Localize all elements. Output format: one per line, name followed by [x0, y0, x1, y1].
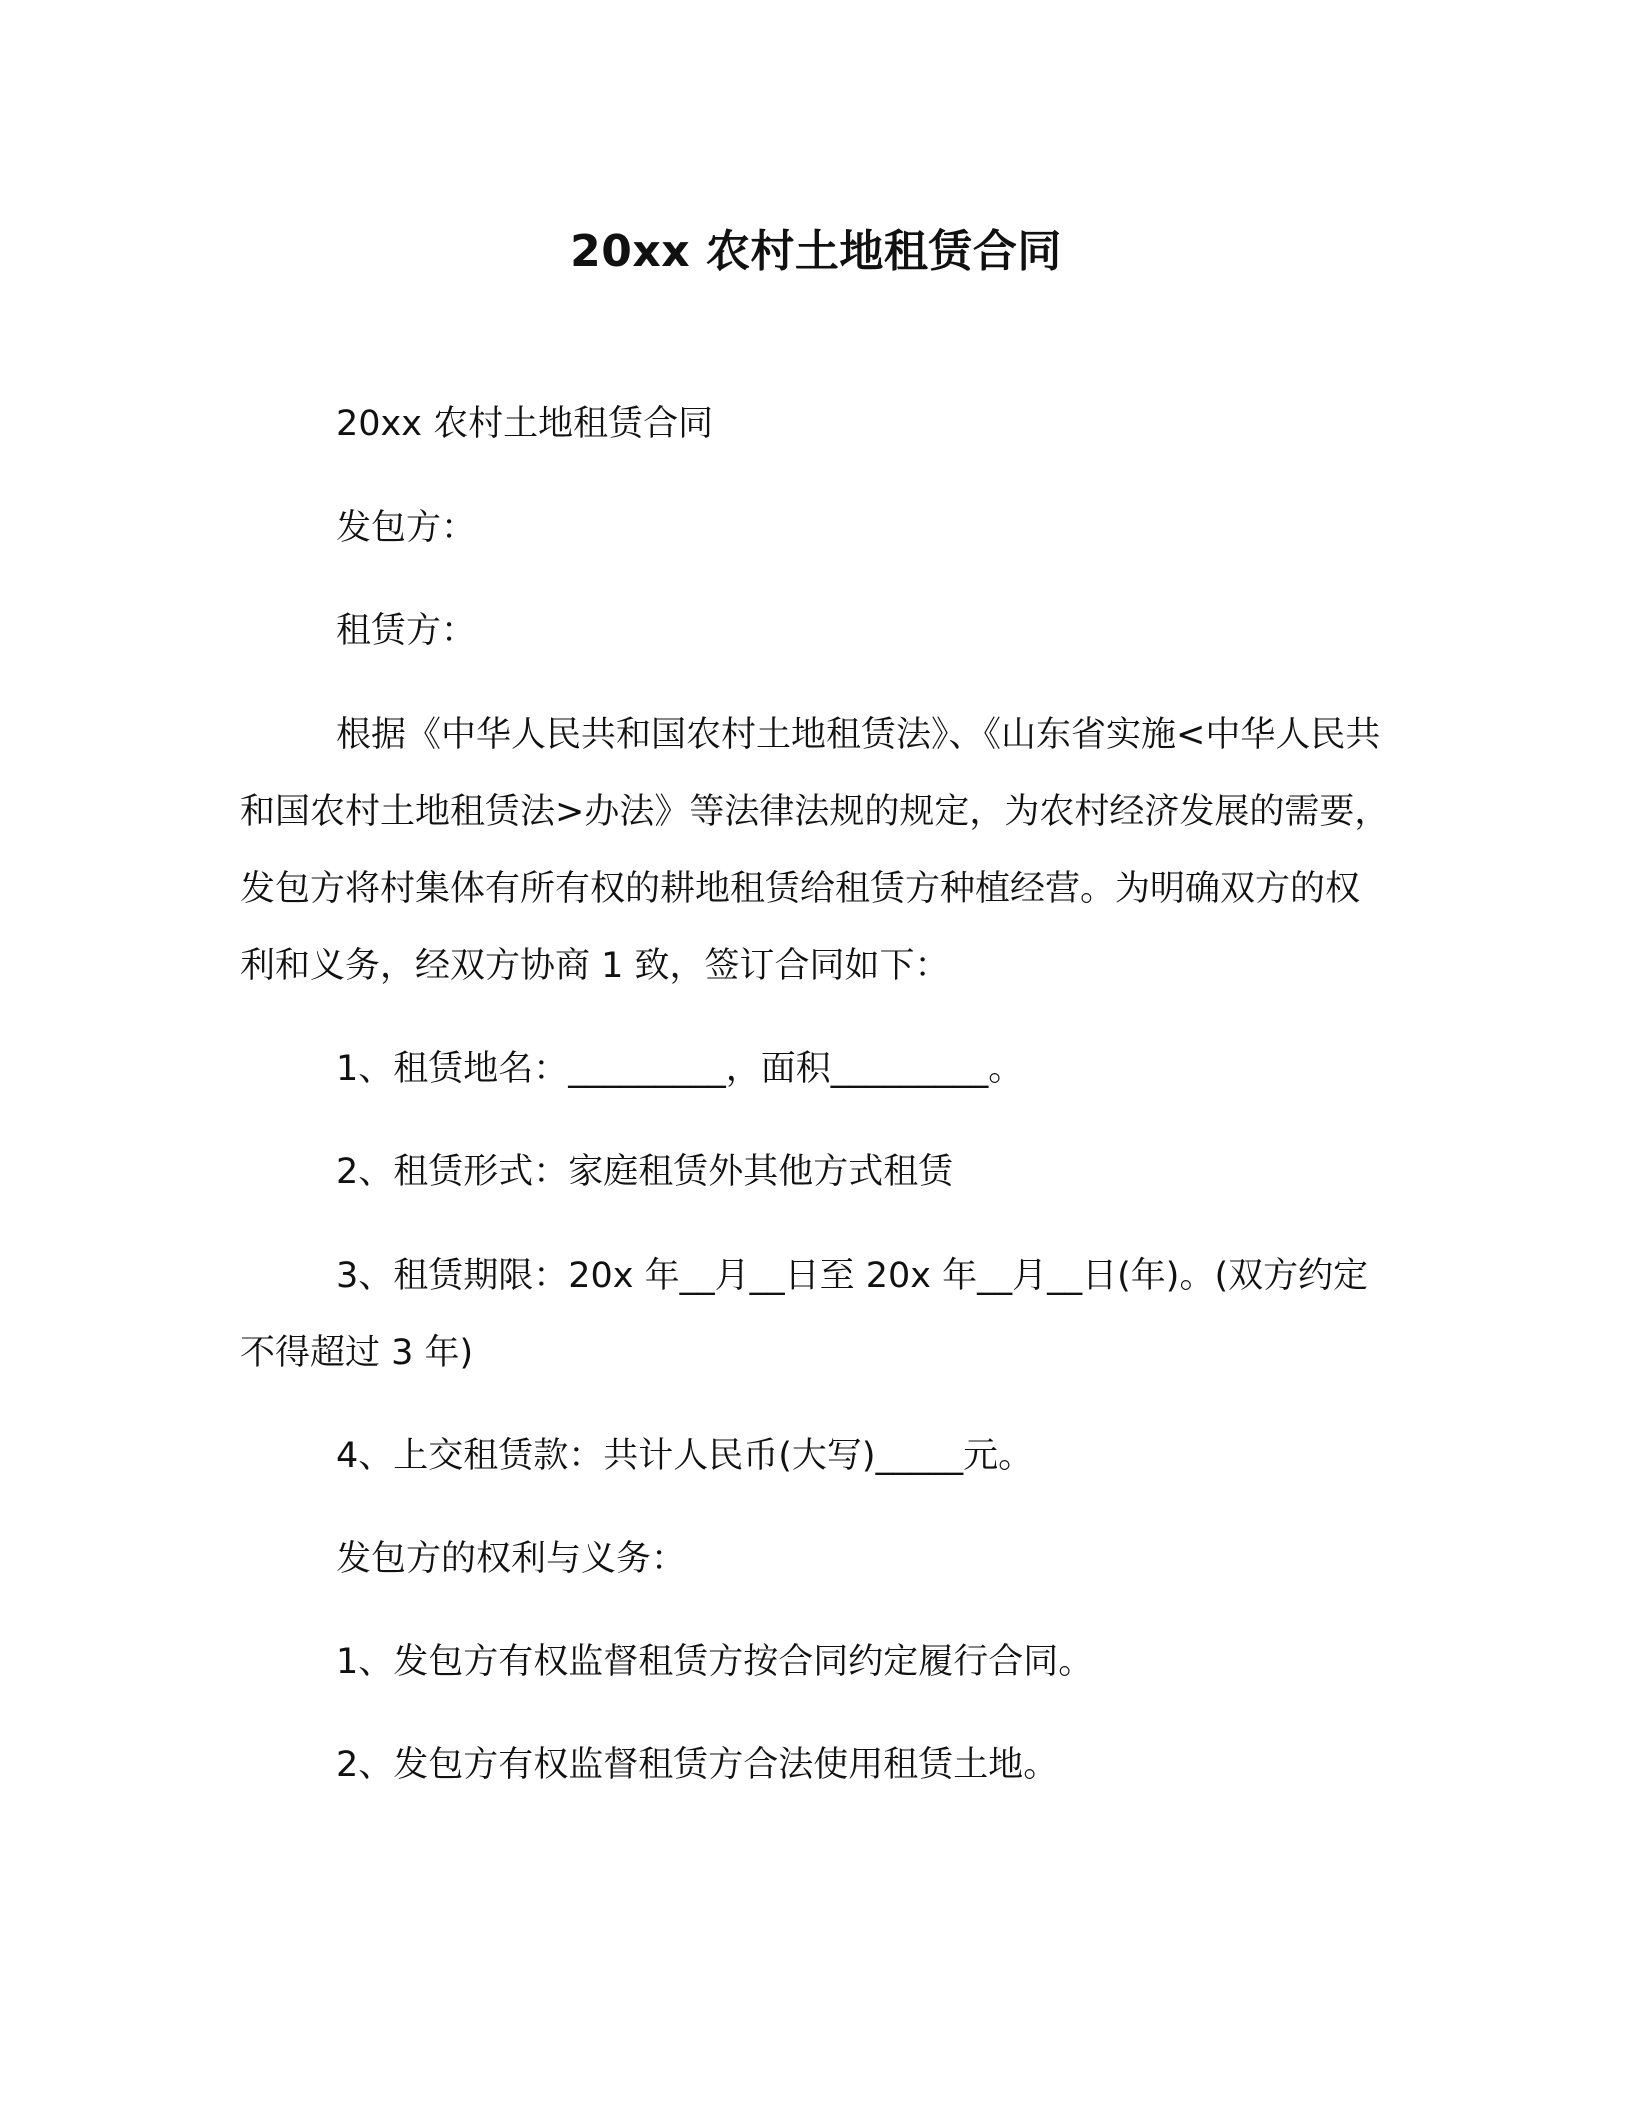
document-title: 20xx 农村土地租赁合同: [570, 226, 1062, 277]
party-b-label: 租赁方：: [336, 611, 477, 651]
clause-lease-payment: 4、上交租赁款：共计人民币(大写)_____元。: [336, 1436, 1034, 1476]
clause-lease-form: 2、租赁形式：家庭租赁外其他方式租赁: [336, 1152, 954, 1192]
subtitle-line: 20xx 农村土地租赁合同: [336, 404, 714, 444]
right-item-2: 2、发包方有权监督租赁方合法使用租赁土地。: [336, 1745, 1059, 1785]
right-item-1: 1、发包方有权监督租赁方按合同约定履行合同。: [336, 1642, 1094, 1682]
section-heading-rights: 发包方的权利与义务：: [336, 1539, 687, 1579]
preamble-paragraph: 根据《中华人民共和国农村土地租赁法》、《山东省实施<中华人民共和国农村土地租赁法>办法》等法律法规的规定，为农村经济发展的需要，发包方将村集体有所有权的耕地租赁给租赁方种植经营。为明确双方的权利和义务，经双方协商 1 致，签订合同如下：: [240, 715, 1390, 986]
clause-lease-term: 3、租赁期限：20x 年__月__日至 20x 年__月__日(年)。(双方约定不得超过 3 年): [240, 1256, 1369, 1373]
clause-land-name: 1、租赁地名：_________，面积_________。: [336, 1049, 1024, 1089]
party-a-label: 发包方：: [336, 508, 477, 548]
